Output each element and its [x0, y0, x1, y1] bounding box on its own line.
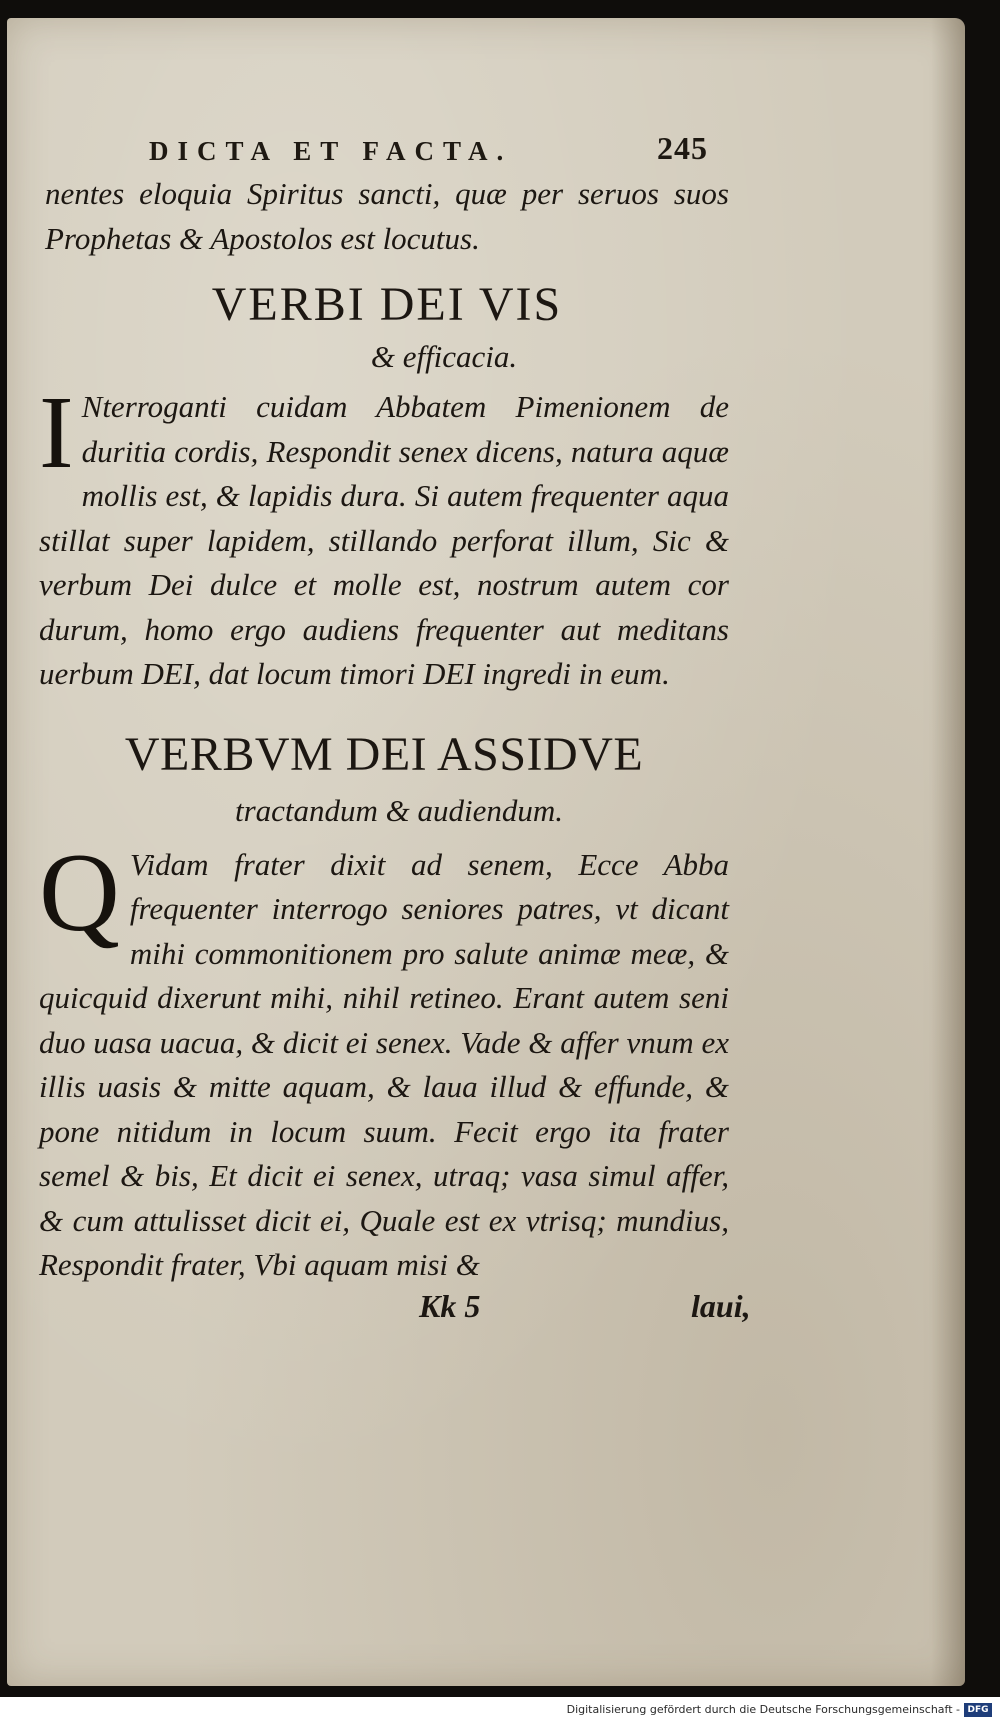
signature-line	[39, 1287, 751, 1334]
section-heading-verbum-dei-assidve: VERBVM DEI ASSIDVE	[124, 727, 644, 781]
running-head-title: DICTA ET FACTA.	[149, 136, 513, 166]
drop-cap-i: I	[39, 375, 74, 490]
section-subheading-efficacia: & efficacia.	[370, 339, 518, 374]
intro-paragraph: nentes eloquia Spiritus sancti, quæ per seruos suos Prophetas & Apostolos est locutus.	[45, 176, 729, 256]
section-paragraph-2: Vidam frater dixit ad senem, Ecce Abba frequenter interrogo seniores patres, vt dicant mihi commonitionem pro salute animæ meæ, & quicquid dixerunt mihi, nihil retineo. Erant autem seni duo uasa uacua, & dicit ei senex. Vade & affer vnum ex illis uasis & mitte aquam, & laua illud & effunde, & pone nitidum in locum suum. Fecit ergo ita frater semel & bis, Et dicit ei senex, utraq; vasa simul affer, & cum attulisset dicit ei, Quale est ex vtrisq; mundius, Respondit frater, Vbi aquam misi &	[39, 846, 729, 1282]
text-block	[39, 128, 751, 1334]
section-heading-verbi-dei-vis: VERBI DEI VIS	[211, 278, 563, 331]
page-number: 245	[657, 130, 708, 166]
book-page	[7, 18, 965, 1686]
catchword: laui,	[691, 1287, 751, 1324]
page-gutter-shadow	[931, 18, 965, 1686]
drop-cap-q: Q	[39, 830, 120, 955]
section-body-1	[39, 375, 729, 697]
section-body-2	[39, 830, 729, 1288]
dfg-logo-icon: DFG	[964, 1703, 992, 1717]
footer-credit: Digitalisierung gefördert durch die Deutsche Forschungsgemeinschaft -	[566, 1703, 960, 1716]
section-subheading-tractandum: tractandum & audiendum.	[234, 792, 564, 828]
section-paragraph-1: Nterroganti cuidam Abbatem Pimenionem de duritia cordis, Respondit senex dicens, natura aquæ mollis est, & lapidis dura. Si autem frequenter aqua stillat super lapidem, stillando perforat illum, Sic & verbum Dei dulce et molle est, nostrum autem cor durum, homo ergo audiens frequenter aut meditans uerbum DEI, dat locum timori DEI ingredi in eum.	[39, 389, 729, 691]
footer-bar	[0, 1697, 1000, 1725]
running-head	[39, 128, 729, 168]
signature-mark: Kk 5	[419, 1287, 481, 1324]
